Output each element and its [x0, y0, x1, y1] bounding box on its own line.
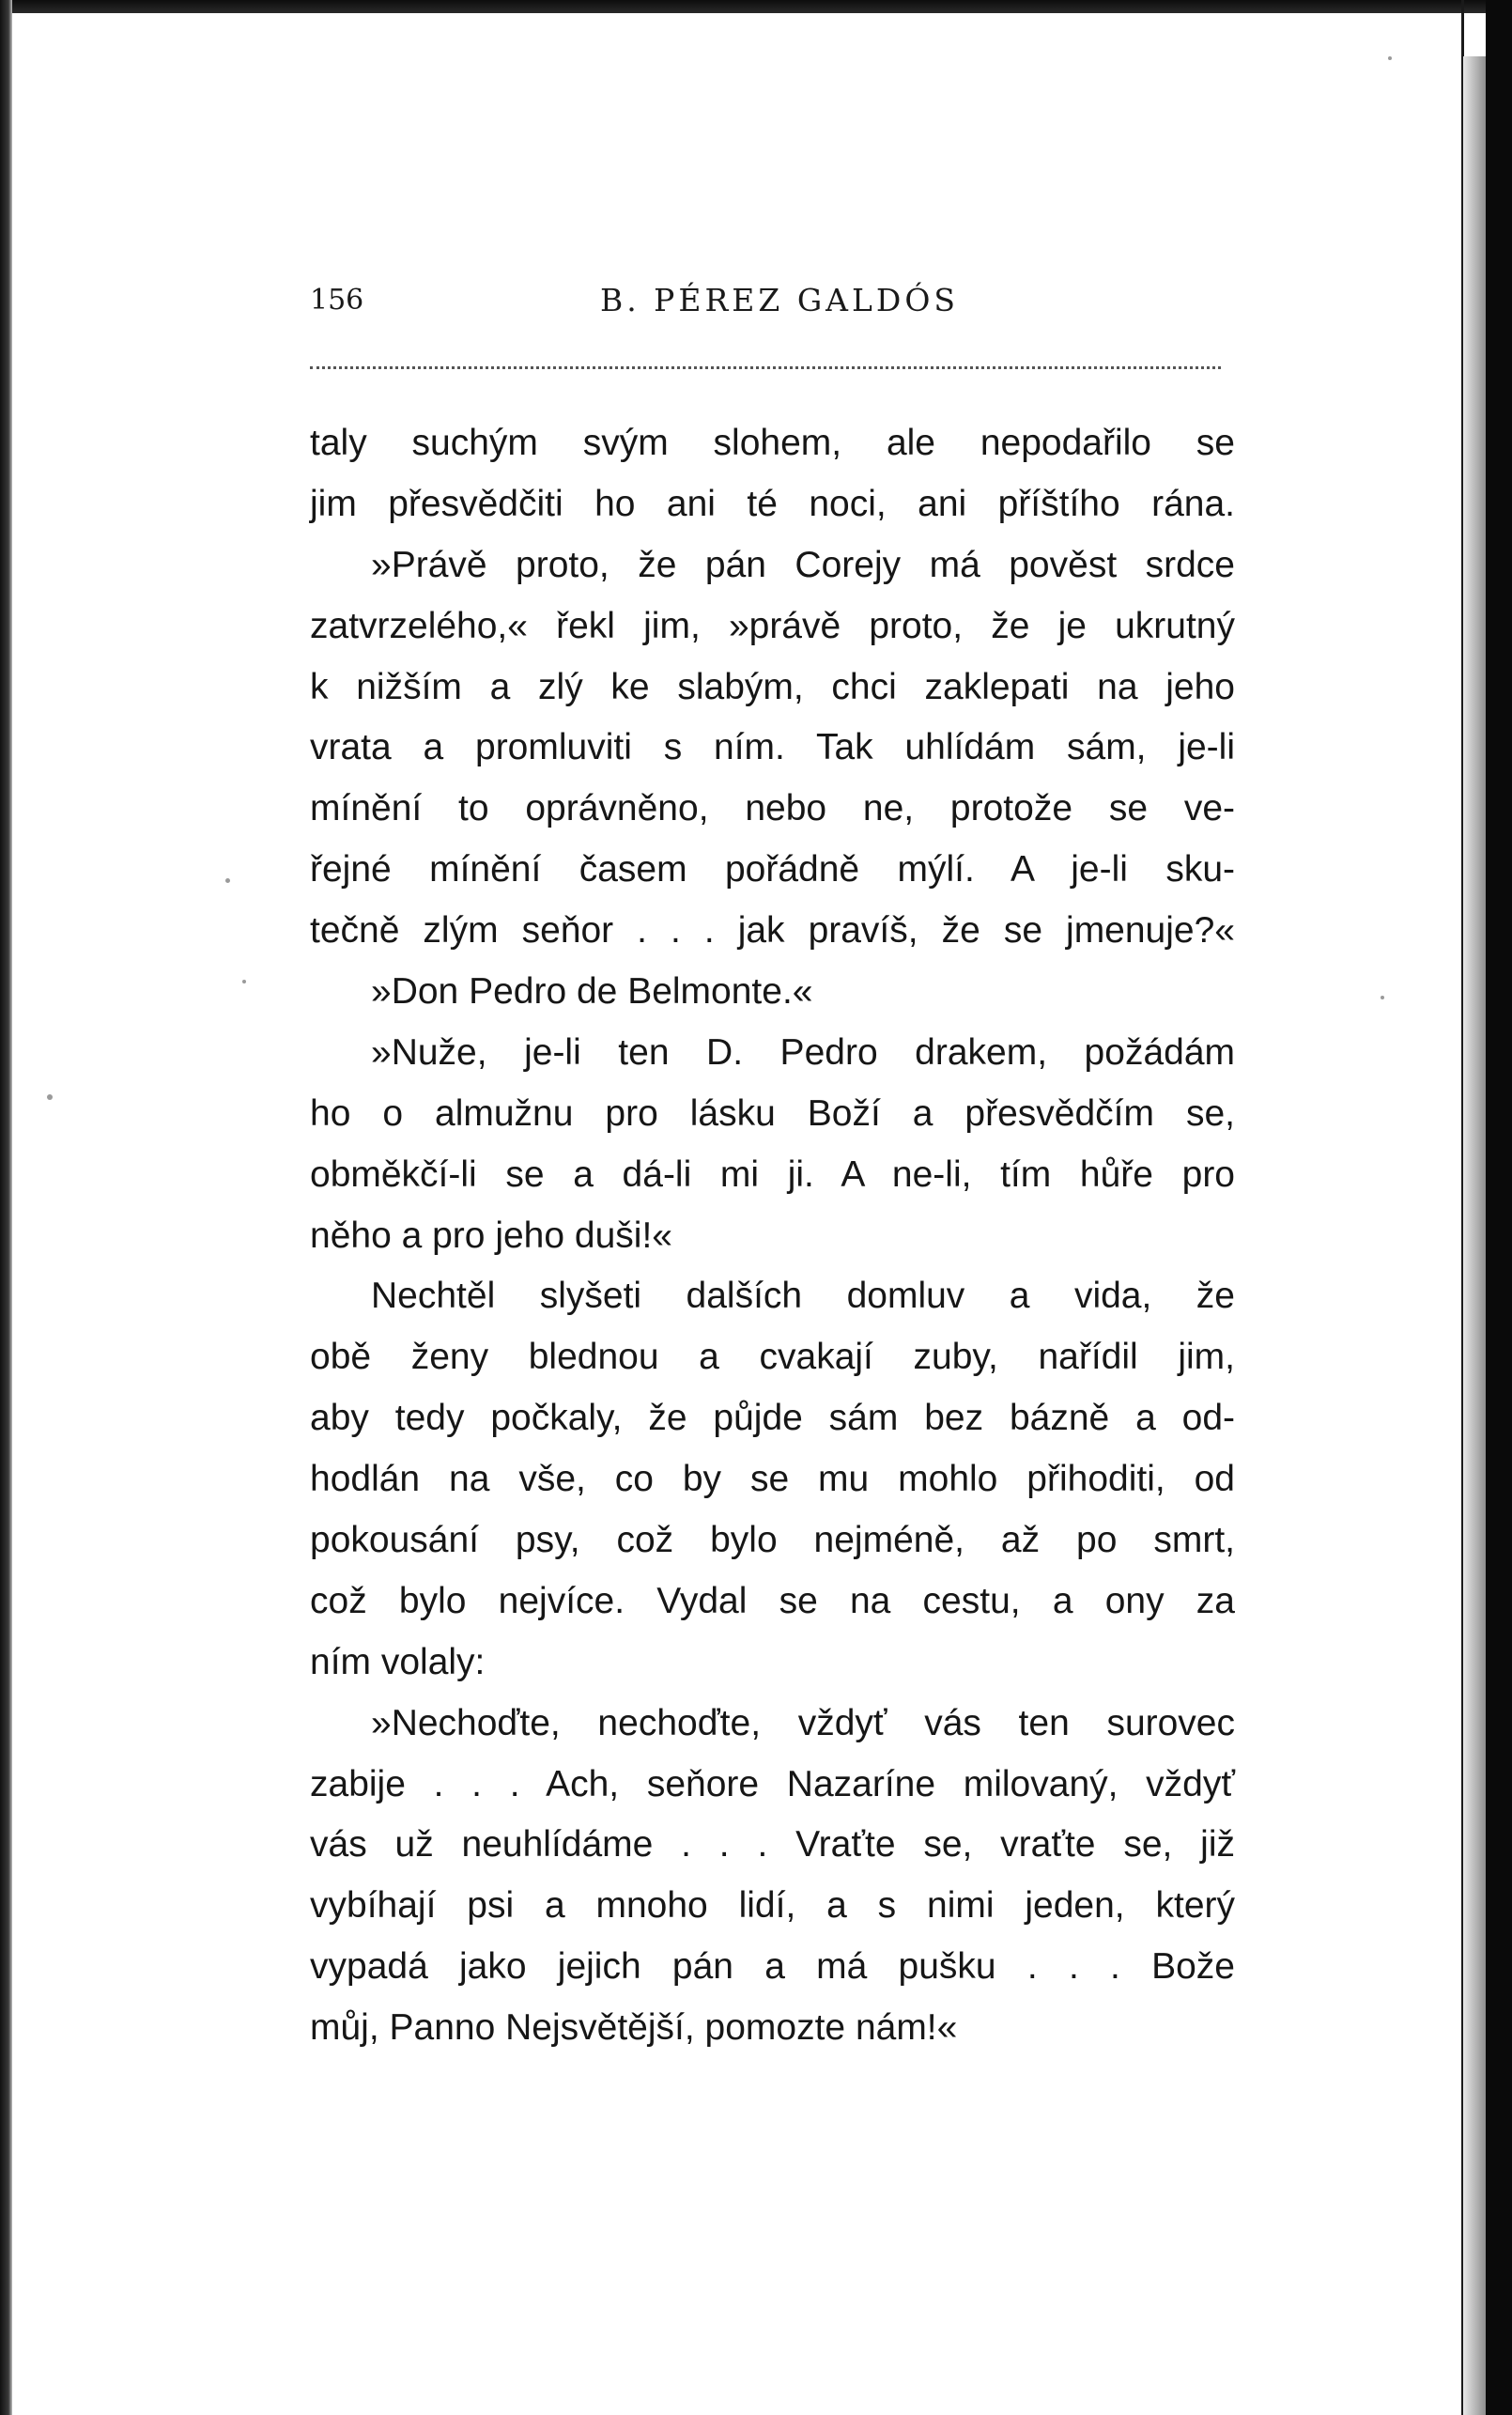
text-line: něho a pro jeho duši!« [310, 1215, 672, 1256]
text-line: ním volaly: [310, 1641, 486, 1682]
page-header [310, 282, 1230, 319]
text-line: k nižším a zlý ke slabým, chci zaklepati na jeho [310, 666, 1235, 707]
text-line: vybíhají psi a mnoho lidí, a s nimi jeden, který [310, 1885, 1235, 1927]
text-line: pokousání psy, což bylo nejméně, až po smrt, [310, 1520, 1235, 1561]
text-line: »Nechoďte, nechoďte, vždyť vás ten surovec [371, 1702, 1235, 1743]
text-line: aby tedy počkaly, že půjde sám bez bázně a od- [310, 1398, 1235, 1439]
header-divider [310, 366, 1221, 369]
text-line: můj, Panno Nejsvětější, pomozte nám!« [310, 2007, 958, 2049]
text-line: obměkčí-li se a dá-li mi ji. A ne-li, tím hůře pro [310, 1153, 1235, 1195]
scan-edge-top [0, 0, 1512, 13]
text-line: což bylo nejvíce. Vydal se na cestu, a ony za [310, 1580, 1235, 1621]
text-line: řejné mínění časem pořádně mýlí. A je-li sku- [310, 849, 1235, 890]
running-head: B. PÉREZ GALDÓS [599, 282, 960, 318]
text-line: zatvrzelého,« řekl jim, »právě proto, že je ukrutný [310, 605, 1235, 646]
text-line: vás už neuhlídáme . . . Vraťte se, vraťte se, již [310, 1824, 1235, 1865]
text-line: vrata a promluviti s ním. Tak uhlídám sám, je-li [310, 727, 1235, 768]
text-line: obě ženy blednou a cvakají zuby, nařídil jim, [310, 1337, 1235, 1378]
text-line: ho o almužnu pro lásku Boží a přesvědčím se, [310, 1092, 1235, 1134]
text-line: »Don Pedro de Belmonte.« [371, 971, 813, 1013]
scan-edge-right [1486, 0, 1512, 2415]
text-line: tečně zlým seňor . . . jak pravíš, že se jmenuje?« [310, 910, 1235, 952]
text-line: »Nuže, je-li ten D. Pedro drakem, požádám [371, 1031, 1235, 1073]
text-line: taly suchým svým slohem, ale nepodařilo se [310, 423, 1235, 463]
page-number: 156 [310, 284, 364, 317]
text-line: vypadá jako jejich pán a má pušku . . . Bože [310, 1946, 1235, 1988]
scan-edge-left [0, 0, 12, 2415]
text-line: »Právě proto, že pán Corejy má pověst srdce [371, 544, 1235, 585]
text-line: mínění to oprávněno, nebo ne, protože se ve- [310, 788, 1235, 829]
text-line: zabije . . . Ach, seňore Nazaríne milovaný, vždyť [310, 1763, 1235, 1804]
text-line: hodlán na vše, co by se mu mohlo přihoditi, od [310, 1459, 1235, 1500]
text-line: jim přesvědčiti ho ani té noci, ani příštího rána. [310, 483, 1235, 524]
text-line: Nechtěl slyšeti dalších domluv a vida, že [371, 1276, 1235, 1317]
scan-edge-right-gray [1463, 56, 1486, 2415]
body-text [310, 413, 1235, 2059]
